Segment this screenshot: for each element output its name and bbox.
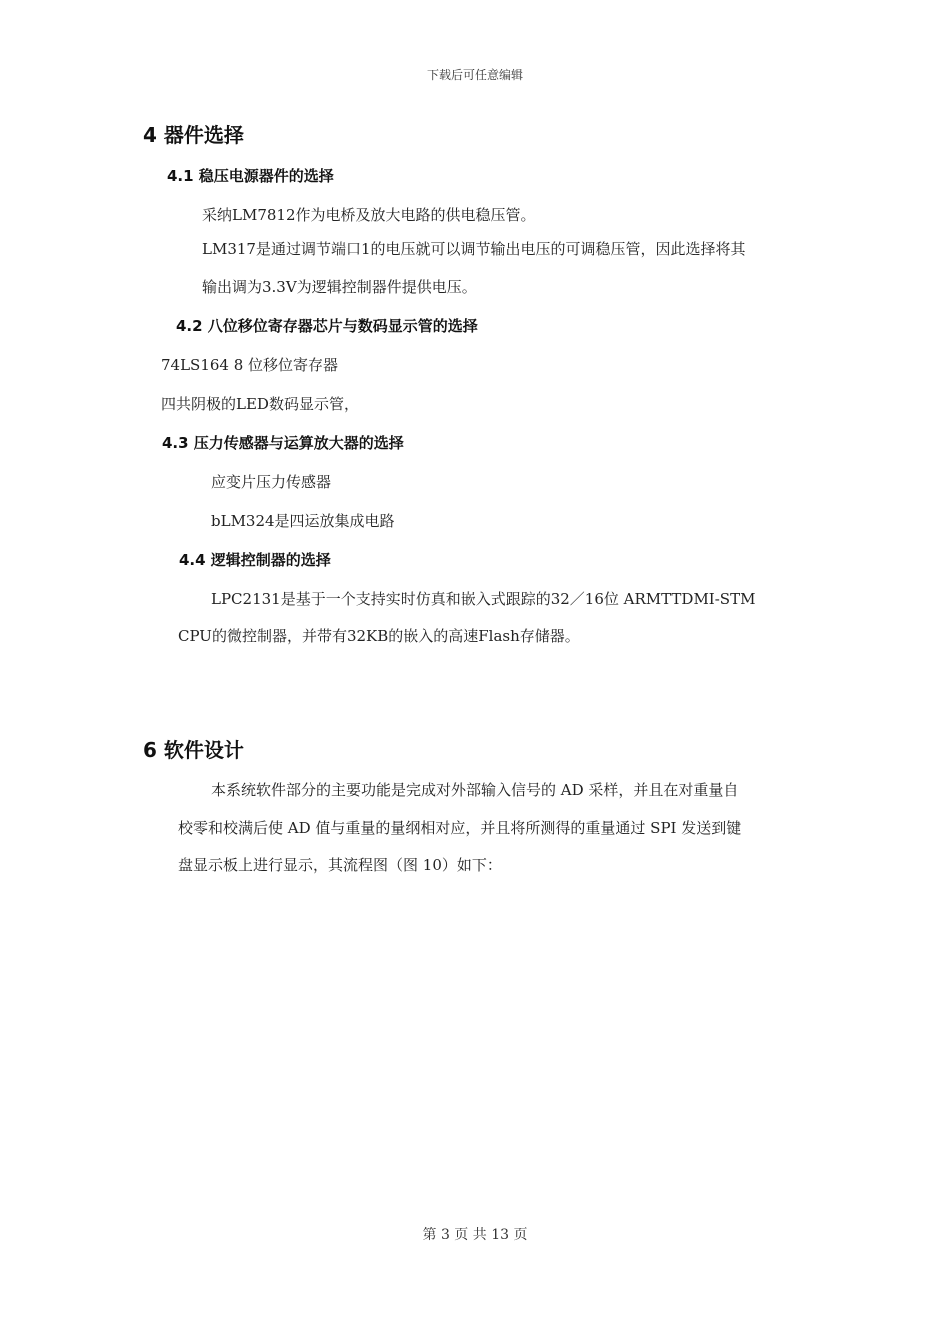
section-4-title: 4 器件选择 <box>143 123 244 147</box>
section-6-title: 6 软件设计 <box>143 738 244 762</box>
page-header: 下载后可任意编辑 <box>426 68 523 82</box>
section-4-3-title: 4.3 压力传感器与运算放大器的选择 <box>162 434 404 452</box>
section-4-1-line-3: 输出调为3.3V为逻辑控制器件提供电压。 <box>202 278 477 296</box>
section-6-line-3: 盘显示板上进行显示，其流程图（图 10）如下： <box>178 856 502 874</box>
section-4-4-line-2: CPU的微控制器，并带有32KB的嵌入的高速Flash存储器。 <box>178 627 580 645</box>
section-4-2-line-1: 74LS164 8 位移位寄存器 <box>161 356 339 374</box>
section-4-3-line-2: bLM324是四运放集成电路 <box>211 512 395 530</box>
section-4-2-line-2: 四共阴极的LED数码显示管， <box>161 395 359 413</box>
section-4-1-title: 4.1 稳压电源器件的选择 <box>167 167 334 185</box>
section-4-3-line-1: 应变片压力传感器 <box>211 473 332 491</box>
section-4-4-title: 4.4 逻辑控制器的选择 <box>179 551 331 569</box>
section-4-1-line-1: 采纳LM7812作为电桥及放大电路的供电稳压管。 <box>202 206 536 224</box>
section-4-2-title: 4.2 八位移位寄存器芯片与数码显示管的选择 <box>176 317 478 335</box>
section-4-1-line-2: LM317是通过调节端口1的电压就可以调节输出电压的可调稳压管，因此选择将其 <box>202 240 746 258</box>
section-6-line-2: 校零和校满后使 AD 值与重量的量纲相对应，并且将所测得的重量通过 SPI 发送到键 <box>178 819 742 837</box>
section-6-line-1: 本系统软件部分的主要功能是完成对外部输入信号的 AD 采样，并且在对重量自 <box>211 781 739 799</box>
page-footer: 第 3 页 共 13 页 <box>422 1227 528 1243</box>
section-4-4-line-1: LPC2131是基于一个支持实时仿真和嵌入式跟踪的32／16位 ARMTTDMI-STM <box>211 590 756 608</box>
